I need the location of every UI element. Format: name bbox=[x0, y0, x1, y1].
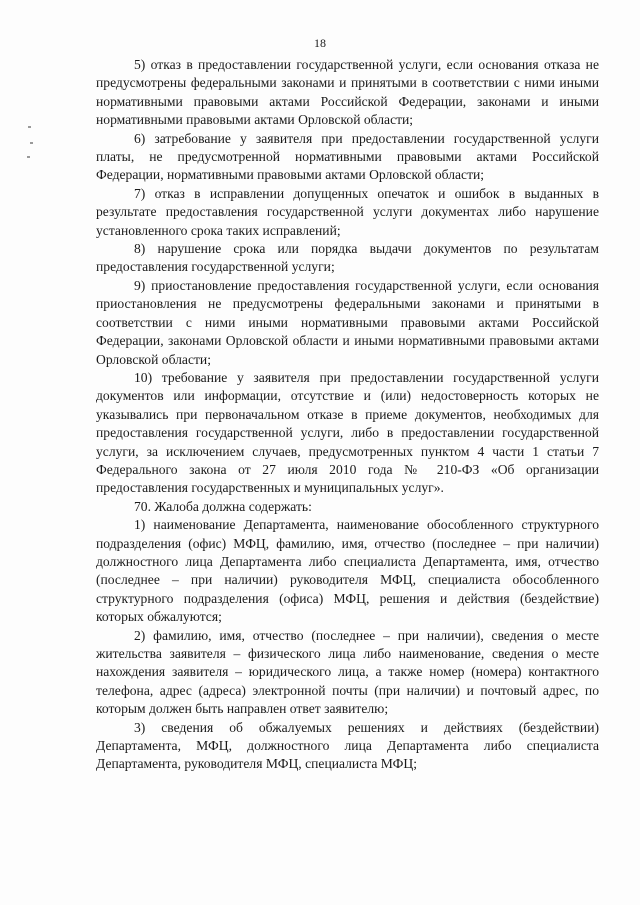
paragraph-item-8: 8) нарушение срока или порядка выдачи документов по результатам предоставления государственной услуги; bbox=[96, 241, 599, 275]
document-body bbox=[96, 56, 599, 774]
page-number: 18 bbox=[314, 36, 326, 50]
paragraph-item-7: 7) отказ в исправлении допущенных опечаток и ошибок в выданных в результате предоставления государственной услуги документах либо нарушение установленного срока таких исправлений; bbox=[96, 185, 599, 238]
paragraph-complaint-2: 2) фамилию, имя, отчество (последнее – при наличии), сведения о месте жительства заявителя – физического лица либо наименование, сведения о месте нахождения заявителя – юридического лица, а также номер (номера) контактного телефона, адрес (адреса) электронной почты (при наличии) и почтовый адрес, по которым должен быть направлен ответ заявителю; bbox=[96, 627, 599, 717]
paragraph-item-5: 5) отказ в предоставлении государственной услуги, если основания отказа не предусмотрены федеральными законами и принятыми в соответствии с ними иными нормативными правовыми актами Российской Федерации, законами и иными нормативными правовыми актами Орловской области; bbox=[96, 57, 599, 128]
paragraph-item-10: 10) требование у заявителя при предоставлении государственной услуги документов или информации, отсутствие и (или) недостоверность которых не указывались при первоначальном отказе в приеме документов, необходимых для предоставления государственной услуги, либо в предоставлении государственной услуги, за исключением случаев, предусмотренных пунктом 4 части 1 статьи 7 Федерального закона от 27 июля 2010 года № 210-ФЗ «Об организации предоставления государственных и муниципальных услуг». bbox=[96, 369, 599, 496]
paragraph-item-9: 9) приостановление предоставления государственной услуги, если основания приостановления не предусмотрены федеральными законами и принятыми в соответствии с ними иными нормативными правовыми актами Российской Федерации, законами Орловской области и иными нормативными правовыми актами Орловской области; bbox=[96, 277, 599, 367]
paragraph-complaint-1: 1) наименование Департамента, наименование обособленного структурного подразделения (офис) МФЦ, фамилию, имя, отчество (последнее – при наличии) должностного лица Департамента либо специалиста Департамента, имя, отчество (последнее – при наличии) руководителя МФЦ, специалиста обособленного структурного подразделения (офиса) МФЦ, решения и действия (бездействие) которых обжалуются; bbox=[96, 517, 599, 625]
margin-marks bbox=[26, 126, 40, 166]
section-70-heading: 70. Жалоба должна содержать: bbox=[134, 498, 312, 514]
paragraph-item-6: 6) затребование у заявителя при предоставлении государственной услуги платы, не предусмотренной нормативными правовыми актами Российской Федерации, нормативными правовыми актами Орловской области; bbox=[96, 130, 599, 183]
paragraph-complaint-3: 3) сведения об обжалуемых решениях и действиях (бездействии) Департамента, МФЦ, должностного лица Департамента либо специалиста Департамента, руководителя МФЦ, специалиста МФЦ; bbox=[96, 719, 599, 772]
